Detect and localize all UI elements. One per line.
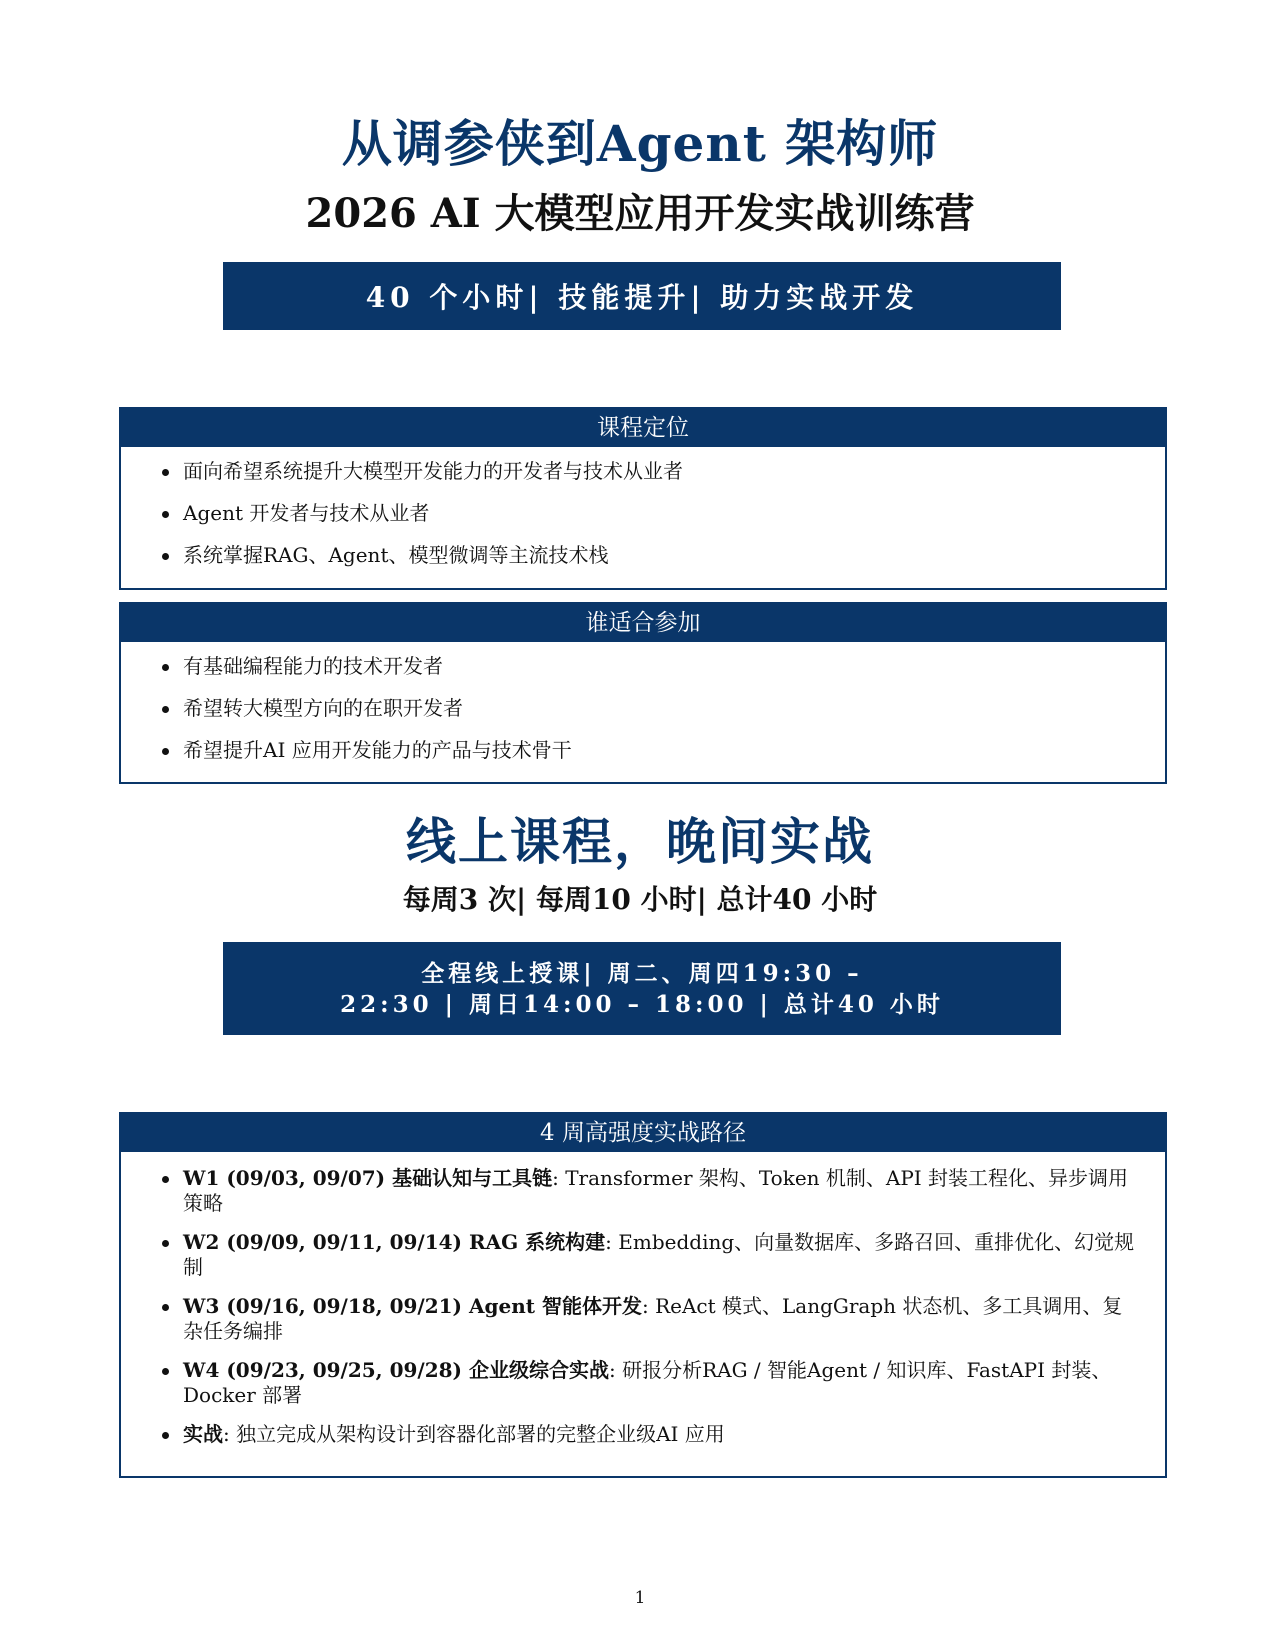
roadmap-list <box>121 1152 1165 1447</box>
list-item-text: 面向希望系统提升大模型开发能力的开发者与技术从业者 <box>183 459 683 483</box>
course-positioning-heading: 课程定位 <box>121 409 1165 447</box>
page-title: 从调参侠到Agent 架构师 <box>341 114 939 173</box>
roadmap-item-text: : 研报分析RAG / 智能Agent / 知识库、FastAPI 封装、Docker 部署 <box>183 1358 1112 1407</box>
list-item-text: 有基础编程能力的技术开发者 <box>183 654 443 678</box>
bullet-icon <box>162 1304 169 1311</box>
list-item <box>121 501 1165 526</box>
list-item <box>121 543 1165 568</box>
bullet-icon <box>162 706 169 713</box>
list-item <box>121 1230 1165 1280</box>
target-audience-heading: 谁适合参加 <box>121 604 1165 642</box>
bullet-icon <box>162 748 169 755</box>
list-item <box>121 738 1165 763</box>
schedule-banner-line2: 22:30 | 周日14:00 – 18:00 | 总计40 小时 <box>340 990 944 1018</box>
list-item <box>121 1294 1165 1344</box>
bullet-icon <box>162 1176 169 1183</box>
bullet-icon <box>162 469 169 476</box>
bullet-icon <box>162 1432 169 1439</box>
bullet-icon <box>162 1240 169 1247</box>
page-subtitle: 2026 AI 大模型应用开发实战训练营 <box>305 190 975 237</box>
list-item-text: 希望转大模型方向的在职开发者 <box>183 696 463 720</box>
roadmap-item-text: : ReAct 模式、LangGraph 状态机、多工具调用、复杂任务编排 <box>183 1294 1123 1343</box>
list-item-text: 希望提升AI 应用开发能力的产品与技术骨干 <box>183 738 572 762</box>
list-item-text: 系统掌握RAG、Agent、模型微调等主流技术栈 <box>183 543 609 567</box>
course-positioning-box <box>119 407 1167 590</box>
roadmap-item-text: : Embedding、向量数据库、多路召回、重排优化、幻觉规制 <box>183 1230 1135 1279</box>
target-audience-box <box>119 602 1167 784</box>
target-audience-list <box>121 642 1165 763</box>
list-item <box>121 1166 1165 1216</box>
schedule-banner-line1: 全程线上授课| 周二、周四19:30 – <box>421 959 863 987</box>
roadmap-item-label: 实战 <box>183 1422 223 1446</box>
roadmap-item-label: W1 (09/03, 09/07) 基础认知与工具链 <box>183 1166 553 1190</box>
list-item <box>121 654 1165 679</box>
list-item <box>121 1422 1165 1447</box>
roadmap-heading: 4 周高强度实战路径 <box>121 1114 1165 1152</box>
highlight-banner: 40 个小时| 技能提升| 助力实战开发 <box>223 262 1061 330</box>
schedule-title: 线上课程，晚间实战 <box>406 812 874 871</box>
bullet-icon <box>162 553 169 560</box>
roadmap-item-label: W2 (09/09, 09/11, 09/14) RAG 系统构建 <box>183 1230 606 1254</box>
roadmap-item-label: W4 (09/23, 09/25, 09/28) 企业级综合实战 <box>183 1358 609 1382</box>
roadmap-box <box>119 1112 1167 1478</box>
schedule-summary: 每周3 次| 每周10 小时| 总计40 小时 <box>402 883 878 916</box>
roadmap-item-text: : 独立完成从架构设计到容器化部署的完整企业级AI 应用 <box>223 1422 725 1446</box>
bullet-icon <box>162 511 169 518</box>
course-positioning-list <box>121 447 1165 568</box>
list-item <box>121 696 1165 721</box>
page-number: 1 <box>634 1588 646 1608</box>
bullet-icon <box>162 1368 169 1375</box>
list-item <box>121 459 1165 484</box>
schedule-banner <box>223 942 1061 1035</box>
bullet-icon <box>162 664 169 671</box>
roadmap-item-text: : Transformer 架构、Token 机制、API 封装工程化、异步调用策略 <box>183 1166 1129 1215</box>
list-item-text: Agent 开发者与技术从业者 <box>183 501 430 525</box>
roadmap-item-label: W3 (09/16, 09/18, 09/21) Agent 智能体开发 <box>183 1294 642 1318</box>
list-item <box>121 1358 1165 1408</box>
